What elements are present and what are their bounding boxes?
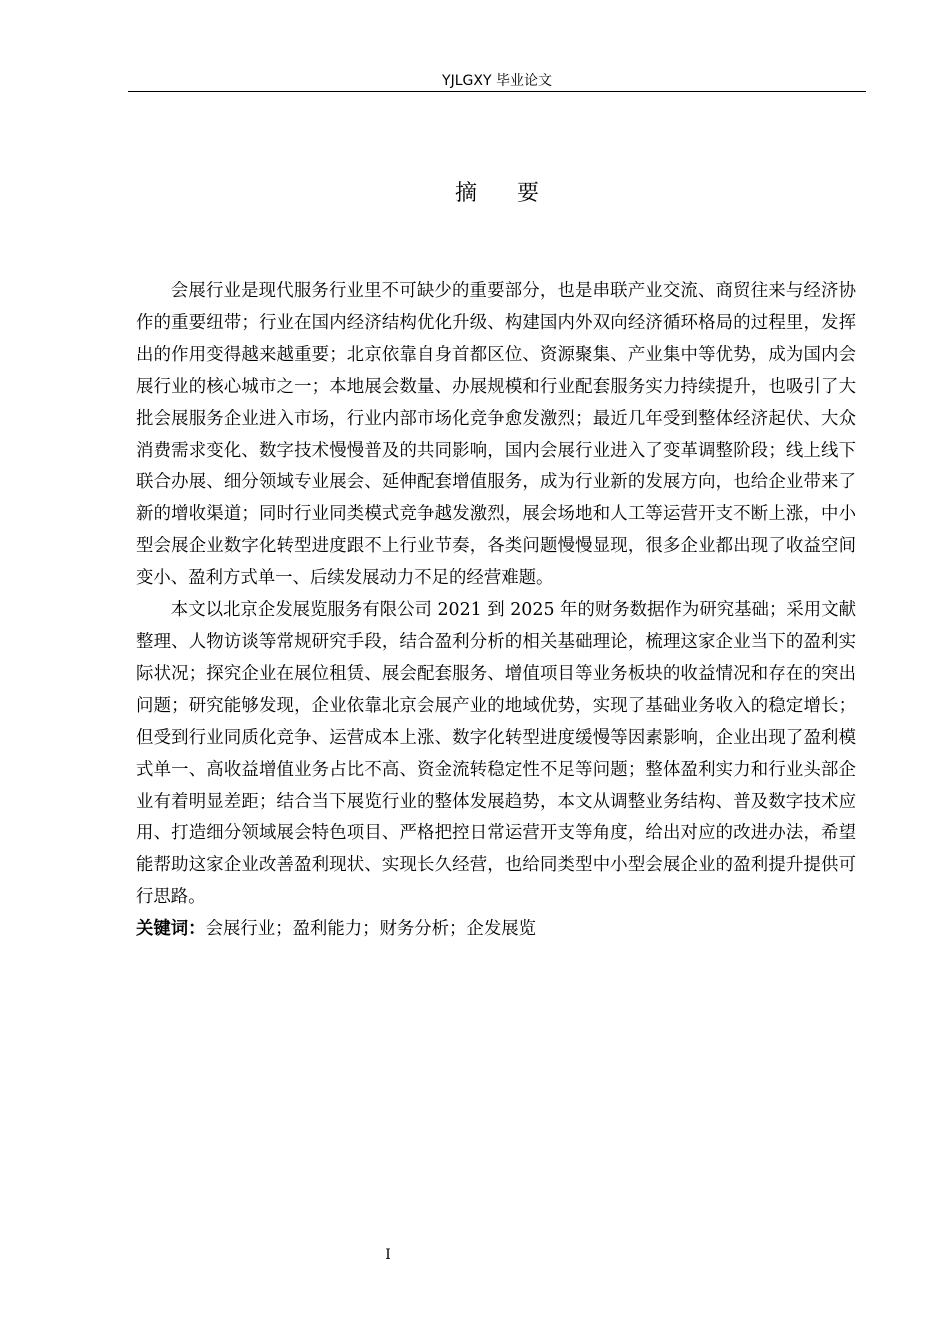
page-header: YJLGXY 毕业论文: [442, 73, 552, 89]
abstract-paragraph-2: 本文以北京企发展览服务有限公司 2021 到 2025 年的财务数据作为研究基础；采用文献整理、人物访谈等常规研究手段，结合盈利分析的相关基础理论，梳理这家企业当下的盈利实际状况；探究企业在展位租赁、展会配套服务、增值项目等业务板块的收益情况和存在的突出问题；研究能够发现，企业依靠北京会展产业的地域优势，实现了基础业务收入的稳定增长；但受到行业同质化竞争、运营成本上涨、数字化转型进度缓慢等因素影响，企业出现了盈利模式单一、高收益增值业务占比不高、资金流转稳定性不足等问题；整体盈利实力和行业头部企业有着明显差距；结合当下展览行业的整体发展趋势，本文从调整业务结构、普及数字技术应用、打造细分领域展会特色项目、严格把控日常运营开支等角度，给出对应的改进办法，希望能帮助这家企业改善盈利现状、实现长久经营，也给同类型中小型会展企业的盈利提升提供可行思路。: [136, 600, 856, 908]
page-number: I: [385, 1247, 391, 1263]
abstract-paragraph-1: 会展行业是现代服务行业里不可缺少的重要部分，也是串联产业交流、商贸往来与经济协作的重要纽带；行业在国内经济结构优化升级、构建国内外双向经济循环格局的过程里，发挥出的作用变得越来越重要；北京依靠自身首都区位、资源聚集、产业集中等优势，成为国内会展行业的核心城市之一；本地展会数量、办展规模和行业配套服务实力持续提升，也吸引了大批会展服务企业进入市场，行业内部市场化竞争愈发激烈；最近几年受到整体经济起伏、大众消费需求变化、数字技术慢慢普及的共同影响，国内会展行业进入了变革调整阶段；线上线下联合办展、细分领域专业展会、延伸配套增值服务，成为行业新的发展方向，也给企业带来了新的增收渠道；同时行业同类模式竞争越发激烈，展会场地和人工等运营开支不断上涨，中小型会展企业数字化转型进度跟不上行业节奏，各类问题慢慢显现，很多企业都出现了收益空间变小、盈利方式单一、后续发展动力不足的经营难题。: [136, 281, 856, 589]
header-rule: [128, 91, 866, 92]
keywords-label: 关键词：: [136, 919, 206, 940]
abstract-title: 摘要: [454, 181, 579, 206]
keywords-line: [136, 914, 856, 946]
abstract-body: [136, 276, 856, 946]
keywords-text: 会展行业；盈利能力；财务分析；企发展览: [205, 919, 537, 940]
